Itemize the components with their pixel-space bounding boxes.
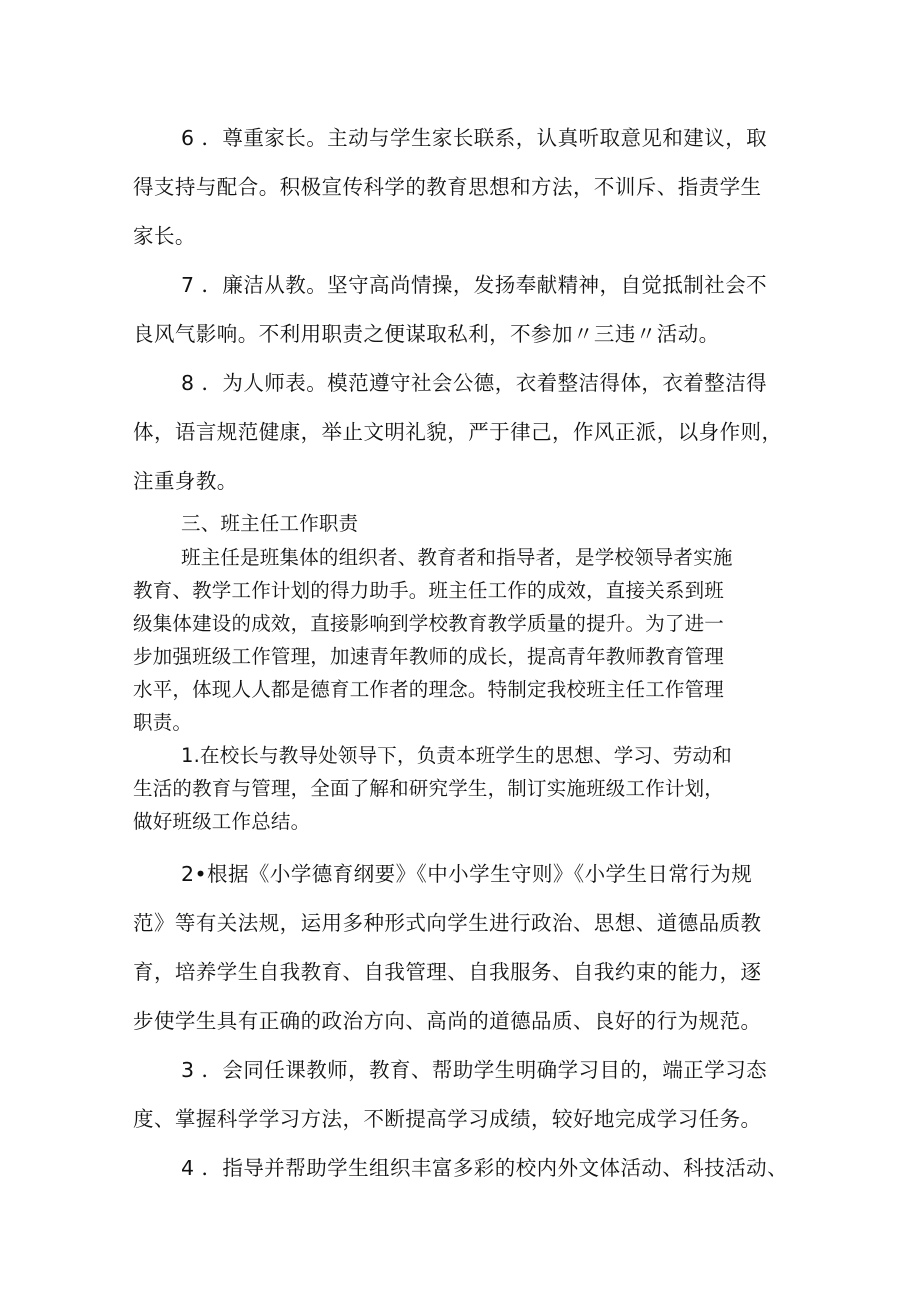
intro-line-2: 教育、教学工作计划的得力助手。班主任工作的成效，直接关系到班 <box>133 579 725 602</box>
item-6-line-2: 得支持与配合。积极宣传科学的教育思想和方法，不训斥、指责学生 <box>133 175 762 199</box>
item-6-line-3: 家长。 <box>133 224 196 248</box>
duty-3-line-1: 3 ．会同任课教师，教育、帮助学生明确学习目的，端正学习态 <box>181 1058 768 1082</box>
duty-1-line-2: 生活的教育与管理，全面了解和研究学生，制订实施班级工作计划， <box>133 777 725 800</box>
item-8-line-3: 注重身教。 <box>133 469 238 493</box>
duty-4-line-1: 4 ．指导并帮助学生组织丰富多彩的校内外文体活动、科技活动、 <box>181 1156 789 1180</box>
duty-2-line-4: 步使学生具有正确的政治方向、高尚的道德品质、良好的行为规范。 <box>133 1009 762 1033</box>
item-7-line-1: 7 ．廉洁从教。坚守高尚情操，发扬奉献精神，自觉抵制社会不 <box>181 273 768 297</box>
item-6-line-1: 6 ．尊重家长。主动与学生家长联系，认真听取意见和建议，取 <box>181 126 768 150</box>
intro-line-6: 职责。 <box>133 711 193 734</box>
intro-line-5: 水平，体现人人都是德育工作者的理念。特制定我校班主任工作管理 <box>133 678 725 701</box>
intro-line-4: 步加强班级工作管理，加速青年教师的成长，提高青年教师教育管理 <box>133 645 725 668</box>
duty-1-line-1: 1.在校长与教导处领导下，负责本班学生的思想、学习、劳动和 <box>181 744 732 767</box>
duty-3-line-2: 度、掌握科学学习方法，不断提高学习成绩，较好地完成学习任务。 <box>133 1107 762 1131</box>
duty-2-line-1: 2•根据《小学德育纲要》《中小学生守则》《小学生日常行为规 <box>181 862 753 886</box>
duty-2-line-3: 育，培养学生自我教育、自我管理、自我服务、自我约束的能力，逐 <box>133 960 762 984</box>
item-8-line-1: 8 ．为人师表。模范遵守社会公德，衣着整洁得体，衣着整洁得 <box>181 371 768 395</box>
item-8-line-2: 体，语言规范健康，举止文明礼貌，严于律己，作风正派，以身作则， <box>133 420 783 444</box>
item-7-line-2: 良风气影响。不利用职责之便谋取私利，不参加〃三违〃活动。 <box>133 322 720 346</box>
intro-line-3: 级集体建设的成效，直接影响到学校教育教学质量的提升。为了进一 <box>133 612 725 635</box>
duty-1-line-3: 做好班级工作总结。 <box>133 810 311 833</box>
intro-line-1: 班主任是班集体的组织者、教育者和指导者，是学校领导者实施 <box>181 546 733 569</box>
duty-2-line-2: 范》等有关法规，运用多种形式向学生进行政治、思想、道德品质教 <box>133 911 762 935</box>
section-heading: 三、班主任工作职责 <box>181 512 359 535</box>
